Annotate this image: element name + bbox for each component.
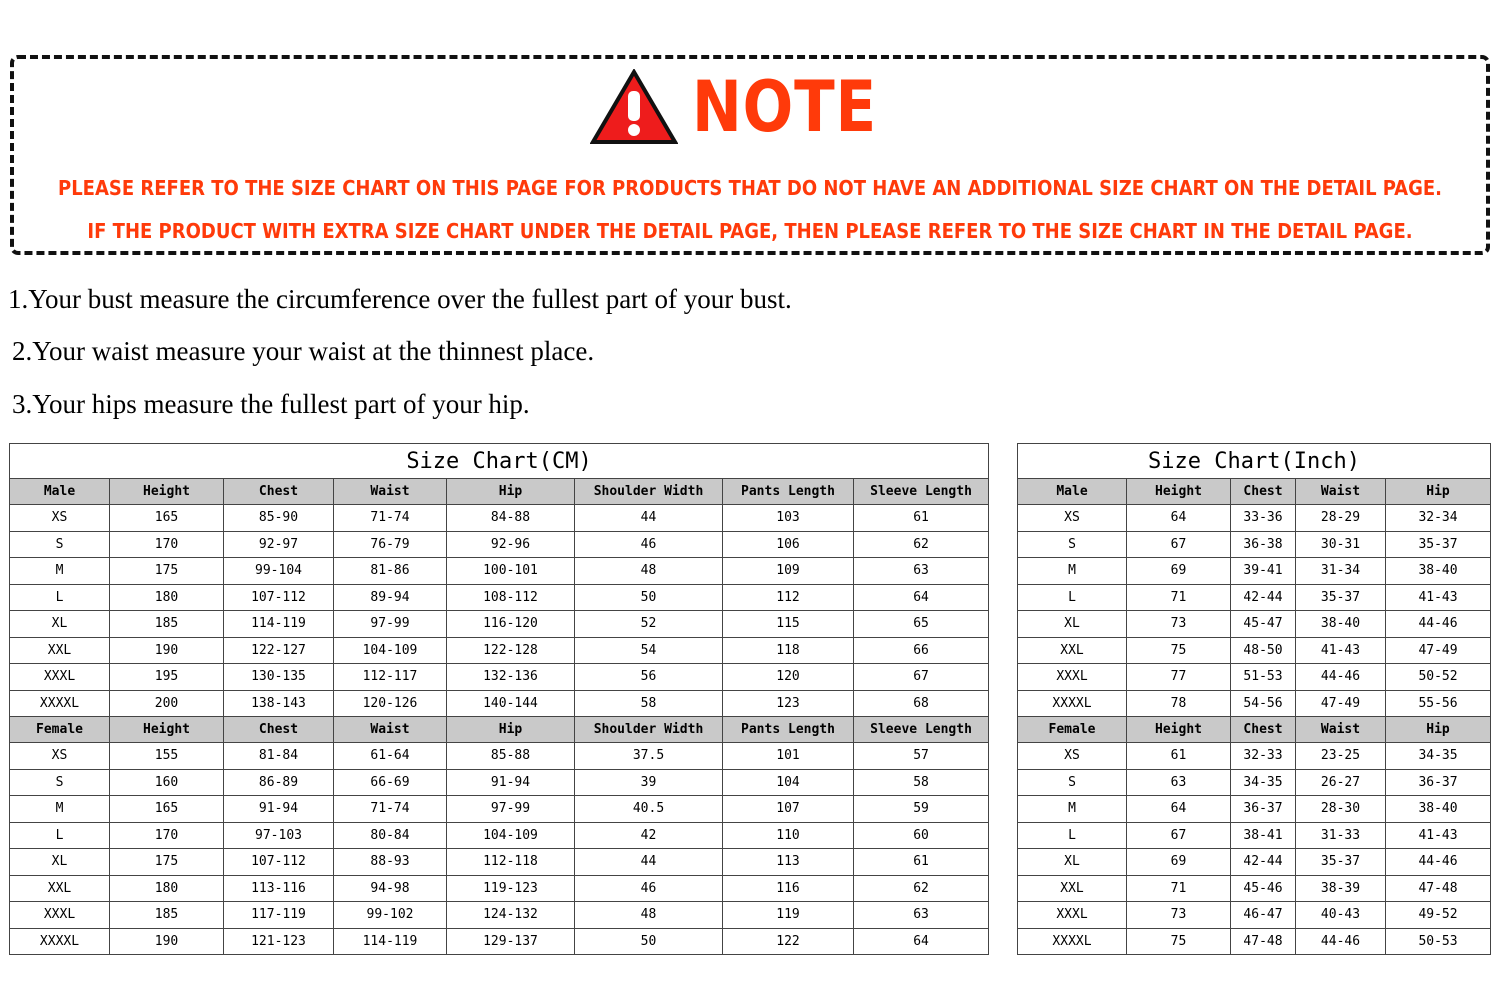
table-cell: 110 — [723, 822, 854, 849]
table-cell: 61 — [1127, 743, 1231, 770]
tip-waist: 2.Your waist measure your waist at the thinnest place. — [12, 336, 595, 366]
male-header-row — [1018, 479, 1491, 505]
male-header-row — [10, 479, 989, 505]
table-cell: 114-119 — [224, 611, 334, 638]
table-cell: 50 — [575, 584, 723, 611]
table-cell: 55-56 — [1386, 690, 1491, 717]
table-cell: 38-40 — [1386, 558, 1491, 585]
table-cell: 123 — [723, 690, 854, 717]
size-label-cell: XXL — [1018, 875, 1127, 902]
column-header: Male — [1018, 479, 1127, 505]
table-cell: 73 — [1127, 611, 1231, 638]
table-cell: 61 — [854, 849, 989, 876]
table-cell: 91-94 — [447, 769, 575, 796]
column-header: Hip — [447, 717, 575, 743]
table-cell: 41-43 — [1296, 637, 1386, 664]
column-header: Hip — [1386, 717, 1491, 743]
size-label-cell: XL — [10, 611, 110, 638]
table-cell: 62 — [854, 875, 989, 902]
table-cell: 180 — [110, 584, 224, 611]
column-header: Chest — [224, 717, 334, 743]
table-cell: 57 — [854, 743, 989, 770]
column-header: Female — [10, 717, 110, 743]
table-cell: 50-52 — [1386, 664, 1491, 691]
table-cell: 94-98 — [334, 875, 447, 902]
table-row — [1018, 849, 1491, 876]
table-cell: 140-144 — [447, 690, 575, 717]
table-row — [1018, 558, 1491, 585]
table-cell: 117-119 — [224, 902, 334, 929]
table-row — [1018, 822, 1491, 849]
table-cell: 39 — [575, 769, 723, 796]
table-cell: 100-101 — [447, 558, 575, 585]
table-cell: 112-117 — [334, 664, 447, 691]
size-chart-cm-table — [9, 443, 989, 955]
table-cell: 45-47 — [1231, 611, 1296, 638]
table-row — [1018, 531, 1491, 558]
tip-bust: 1.Your bust measure the circumference over the fullest part of your bust. — [8, 284, 792, 314]
table-cell: 107 — [723, 796, 854, 823]
table-cell: 104 — [723, 769, 854, 796]
table-cell: 35-37 — [1386, 531, 1491, 558]
note-header — [14, 67, 1486, 147]
size-label-cell: XS — [1018, 743, 1127, 770]
table-cell: 99-102 — [334, 902, 447, 929]
table-cell: 129-137 — [447, 928, 575, 955]
table-row — [10, 584, 989, 611]
table-cell: 61 — [854, 505, 989, 532]
table-cell: 36-37 — [1386, 769, 1491, 796]
note-box — [10, 55, 1490, 255]
table-cell: 64 — [854, 584, 989, 611]
note-line-2: IF THE PRODUCT WITH EXTRA SIZE CHART UNDER THE DETAIL PAGE, THEN PLEASE REFER TO THE SIZE CHART IN THE DETAIL PAGE. — [87, 219, 1413, 243]
table-cell: 32-34 — [1386, 505, 1491, 532]
table-cell: 62 — [854, 531, 989, 558]
table-cell: 44-46 — [1386, 611, 1491, 638]
table-row — [10, 690, 989, 717]
table-cell: 45-46 — [1231, 875, 1296, 902]
size-label-cell: M — [1018, 558, 1127, 585]
note-line-1: PLEASE REFER TO THE SIZE CHART ON THIS PAGE FOR PRODUCTS THAT DO NOT HAVE AN ADDITIONAL SIZE CHART ON THE DETAIL PAGE. — [58, 176, 1442, 200]
table-cell: 47-48 — [1386, 875, 1491, 902]
table-cell: 97-99 — [334, 611, 447, 638]
table-cell: 40.5 — [575, 796, 723, 823]
table-cell: 84-88 — [447, 505, 575, 532]
table-cell: 50 — [575, 928, 723, 955]
table-row — [10, 505, 989, 532]
table-cell: 75 — [1127, 637, 1231, 664]
size-label-cell: M — [10, 796, 110, 823]
column-header: Waist — [334, 479, 447, 505]
table-cell: 38-40 — [1296, 611, 1386, 638]
table-cell: 138-143 — [224, 690, 334, 717]
table-cell: 35-37 — [1296, 584, 1386, 611]
table-cell: 56 — [575, 664, 723, 691]
table-cell: 104-109 — [447, 822, 575, 849]
table-cell: 28-29 — [1296, 505, 1386, 532]
table-cell: 44-46 — [1296, 928, 1386, 955]
column-header: Height — [1127, 479, 1231, 505]
table-cell: 36-38 — [1231, 531, 1296, 558]
table-cell: 175 — [110, 558, 224, 585]
size-label-cell: XXXL — [1018, 902, 1127, 929]
table-cell: 36-37 — [1231, 796, 1296, 823]
table-cell: 50-53 — [1386, 928, 1491, 955]
size-label-cell: XXXL — [1018, 664, 1127, 691]
table-cell: 48-50 — [1231, 637, 1296, 664]
table-cell: 38-41 — [1231, 822, 1296, 849]
table-cell: 165 — [110, 505, 224, 532]
table-row — [10, 875, 989, 902]
table-cell: 200 — [110, 690, 224, 717]
size-label-cell: XXL — [10, 637, 110, 664]
table-cell: 73 — [1127, 902, 1231, 929]
column-header: Sleeve Length — [854, 479, 989, 505]
table-cell: 112-118 — [447, 849, 575, 876]
table-cell: 47-48 — [1231, 928, 1296, 955]
table-cell: 78 — [1127, 690, 1231, 717]
table-cell: 52 — [575, 611, 723, 638]
table-cell: 89-94 — [334, 584, 447, 611]
table-cell: 66 — [854, 637, 989, 664]
table-cell: 109 — [723, 558, 854, 585]
table-row — [10, 928, 989, 955]
warning-triangle-icon — [590, 69, 678, 145]
table-cell: 114-119 — [334, 928, 447, 955]
size-label-cell: XXXXL — [10, 690, 110, 717]
table-cell: 195 — [110, 664, 224, 691]
table-cell: 103 — [723, 505, 854, 532]
size-label-cell: XXL — [10, 875, 110, 902]
table-cell: 75 — [1127, 928, 1231, 955]
size-label-cell: XXXXL — [1018, 690, 1127, 717]
size-label-cell: L — [10, 584, 110, 611]
table-cell: 31-33 — [1296, 822, 1386, 849]
table-cell: 38-39 — [1296, 875, 1386, 902]
female-header-row — [1018, 717, 1491, 743]
table-row — [1018, 875, 1491, 902]
table-cell: 101 — [723, 743, 854, 770]
table-cell: 42-44 — [1231, 584, 1296, 611]
table-cell: 44 — [575, 849, 723, 876]
table-cell: 81-84 — [224, 743, 334, 770]
table-cell: 48 — [575, 902, 723, 929]
table-cell: 71-74 — [334, 505, 447, 532]
table-cell: 120 — [723, 664, 854, 691]
table-cell: 132-136 — [447, 664, 575, 691]
column-header: Pants Length — [723, 717, 854, 743]
table-cell: 40-43 — [1296, 902, 1386, 929]
table-cell: 85-88 — [447, 743, 575, 770]
table-cell: 130-135 — [224, 664, 334, 691]
table-row — [1018, 637, 1491, 664]
table-cell: 63 — [854, 902, 989, 929]
table-cell: 88-93 — [334, 849, 447, 876]
table-cell: 67 — [1127, 531, 1231, 558]
table-cell: 175 — [110, 849, 224, 876]
table-row — [10, 531, 989, 558]
table-cell: 63 — [854, 558, 989, 585]
table-row — [1018, 611, 1491, 638]
table-cell: 34-35 — [1386, 743, 1491, 770]
table-cell: 44-46 — [1296, 664, 1386, 691]
table-cell: 30-31 — [1296, 531, 1386, 558]
table-cell: 37.5 — [575, 743, 723, 770]
table-cell: 80-84 — [334, 822, 447, 849]
table-row — [10, 796, 989, 823]
table-cell: 185 — [110, 611, 224, 638]
table-cell: 66-69 — [334, 769, 447, 796]
table-cell: 122-127 — [224, 637, 334, 664]
table-cell: 68 — [854, 690, 989, 717]
table-cell: 170 — [110, 822, 224, 849]
table-cell: 59 — [854, 796, 989, 823]
table-row — [1018, 584, 1491, 611]
table-row — [1018, 505, 1491, 532]
table-cell: 71 — [1127, 875, 1231, 902]
size-label-cell: L — [1018, 584, 1127, 611]
table-cell: 64 — [1127, 505, 1231, 532]
table-cell: 39-41 — [1231, 558, 1296, 585]
column-header: Hip — [447, 479, 575, 505]
size-chart-cm-title: Size Chart(CM) — [10, 444, 989, 479]
table-row — [10, 664, 989, 691]
column-header: Sleeve Length — [854, 717, 989, 743]
table-row — [1018, 664, 1491, 691]
size-label-cell: XXXXL — [10, 928, 110, 955]
size-label-cell: XL — [10, 849, 110, 876]
column-header: Height — [1127, 717, 1231, 743]
column-header: Waist — [1296, 717, 1386, 743]
size-label-cell: XS — [10, 743, 110, 770]
table-cell: 122-128 — [447, 637, 575, 664]
table-cell: 63 — [1127, 769, 1231, 796]
table-cell: 67 — [1127, 822, 1231, 849]
table-cell: 116 — [723, 875, 854, 902]
table-cell: 41-43 — [1386, 584, 1491, 611]
table-cell: 61-64 — [334, 743, 447, 770]
table-cell: 46 — [575, 531, 723, 558]
table-row — [10, 637, 989, 664]
table-cell: 49-52 — [1386, 902, 1491, 929]
table-cell: 60 — [854, 822, 989, 849]
column-header: Waist — [1296, 479, 1386, 505]
table-cell: 190 — [110, 637, 224, 664]
table-cell: 32-33 — [1231, 743, 1296, 770]
table-row — [1018, 796, 1491, 823]
column-header: Shoulder Width — [575, 717, 723, 743]
table-cell: 23-25 — [1296, 743, 1386, 770]
column-header: Height — [110, 479, 224, 505]
tip-hips: 3.Your hips measure the fullest part of your hip. — [12, 389, 530, 419]
table-cell: 71-74 — [334, 796, 447, 823]
table-cell: 69 — [1127, 849, 1231, 876]
table-cell: 92-97 — [224, 531, 334, 558]
table-cell: 119 — [723, 902, 854, 929]
size-label-cell: S — [1018, 769, 1127, 796]
table-cell: 26-27 — [1296, 769, 1386, 796]
column-header: Male — [10, 479, 110, 505]
table-cell: 58 — [854, 769, 989, 796]
table-cell: 76-79 — [334, 531, 447, 558]
size-label-cell: XS — [1018, 505, 1127, 532]
table-cell: 69 — [1127, 558, 1231, 585]
table-cell: 170 — [110, 531, 224, 558]
table-cell: 46-47 — [1231, 902, 1296, 929]
table-row — [1018, 928, 1491, 955]
table-cell: 81-86 — [334, 558, 447, 585]
size-label-cell: XL — [1018, 849, 1127, 876]
size-label-cell: S — [10, 769, 110, 796]
table-cell: 160 — [110, 769, 224, 796]
size-label-cell: XL — [1018, 611, 1127, 638]
table-cell: 113-116 — [224, 875, 334, 902]
table-cell: 31-34 — [1296, 558, 1386, 585]
table-cell: 108-112 — [447, 584, 575, 611]
table-cell: 118 — [723, 637, 854, 664]
table-row — [10, 769, 989, 796]
table-cell: 54 — [575, 637, 723, 664]
table-cell: 38-40 — [1386, 796, 1491, 823]
table-cell: 41-43 — [1386, 822, 1491, 849]
table-cell: 44-46 — [1386, 849, 1491, 876]
table-cell: 42-44 — [1231, 849, 1296, 876]
table-cell: 97-103 — [224, 822, 334, 849]
table-cell: 165 — [110, 796, 224, 823]
column-header: Pants Length — [723, 479, 854, 505]
column-header: Height — [110, 717, 224, 743]
table-cell: 54-56 — [1231, 690, 1296, 717]
table-cell: 44 — [575, 505, 723, 532]
size-label-cell: S — [1018, 531, 1127, 558]
table-cell: 46 — [575, 875, 723, 902]
table-cell: 120-126 — [334, 690, 447, 717]
table-row — [10, 743, 989, 770]
table-cell: 35-37 — [1296, 849, 1386, 876]
column-header: Hip — [1386, 479, 1491, 505]
column-header: Chest — [1231, 479, 1296, 505]
table-cell: 34-35 — [1231, 769, 1296, 796]
size-chart-inch-title: Size Chart(Inch) — [1018, 444, 1491, 479]
size-label-cell: S — [10, 531, 110, 558]
table-cell: 97-99 — [447, 796, 575, 823]
size-label-cell: XXXL — [10, 902, 110, 929]
column-header: Chest — [224, 479, 334, 505]
table-cell: 48 — [575, 558, 723, 585]
table-cell: 91-94 — [224, 796, 334, 823]
column-header: Female — [1018, 717, 1127, 743]
table-row — [1018, 690, 1491, 717]
table-cell: 85-90 — [224, 505, 334, 532]
table-cell: 71 — [1127, 584, 1231, 611]
table-cell: 64 — [1127, 796, 1231, 823]
table-cell: 64 — [854, 928, 989, 955]
table-cell: 116-120 — [447, 611, 575, 638]
table-cell: 58 — [575, 690, 723, 717]
table-cell: 51-53 — [1231, 664, 1296, 691]
table-row — [10, 822, 989, 849]
table-cell: 113 — [723, 849, 854, 876]
table-row — [10, 558, 989, 585]
table-cell: 47-49 — [1386, 637, 1491, 664]
table-cell: 121-123 — [224, 928, 334, 955]
table-row — [1018, 743, 1491, 770]
table-cell: 28-30 — [1296, 796, 1386, 823]
table-cell: 185 — [110, 902, 224, 929]
size-chart-inch-table — [1017, 443, 1491, 955]
size-label-cell: XXXXL — [1018, 928, 1127, 955]
table-cell: 119-123 — [447, 875, 575, 902]
table-row — [10, 611, 989, 638]
table-cell: 107-112 — [224, 849, 334, 876]
table-cell: 124-132 — [447, 902, 575, 929]
column-header: Waist — [334, 717, 447, 743]
size-label-cell: L — [1018, 822, 1127, 849]
table-row — [10, 902, 989, 929]
table-cell: 122 — [723, 928, 854, 955]
column-header: Shoulder Width — [575, 479, 723, 505]
size-label-cell: XS — [10, 505, 110, 532]
table-row — [1018, 769, 1491, 796]
size-label-cell: XXXL — [10, 664, 110, 691]
table-cell: 190 — [110, 928, 224, 955]
table-cell: 106 — [723, 531, 854, 558]
table-cell: 107-112 — [224, 584, 334, 611]
size-label-cell: L — [10, 822, 110, 849]
size-label-cell: M — [10, 558, 110, 585]
table-cell: 33-36 — [1231, 505, 1296, 532]
table-cell: 65 — [854, 611, 989, 638]
table-cell: 104-109 — [334, 637, 447, 664]
table-cell: 77 — [1127, 664, 1231, 691]
size-label-cell: M — [1018, 796, 1127, 823]
table-cell: 86-89 — [224, 769, 334, 796]
table-cell: 67 — [854, 664, 989, 691]
table-cell: 99-104 — [224, 558, 334, 585]
table-row — [10, 849, 989, 876]
table-row — [1018, 902, 1491, 929]
table-cell: 155 — [110, 743, 224, 770]
table-cell: 180 — [110, 875, 224, 902]
table-cell: 47-49 — [1296, 690, 1386, 717]
table-cell: 42 — [575, 822, 723, 849]
column-header: Chest — [1231, 717, 1296, 743]
table-cell: 112 — [723, 584, 854, 611]
table-cell: 115 — [723, 611, 854, 638]
table-cell: 92-96 — [447, 531, 575, 558]
female-header-row — [10, 717, 989, 743]
size-label-cell: XXL — [1018, 637, 1127, 664]
note-title: NOTE — [692, 66, 878, 148]
